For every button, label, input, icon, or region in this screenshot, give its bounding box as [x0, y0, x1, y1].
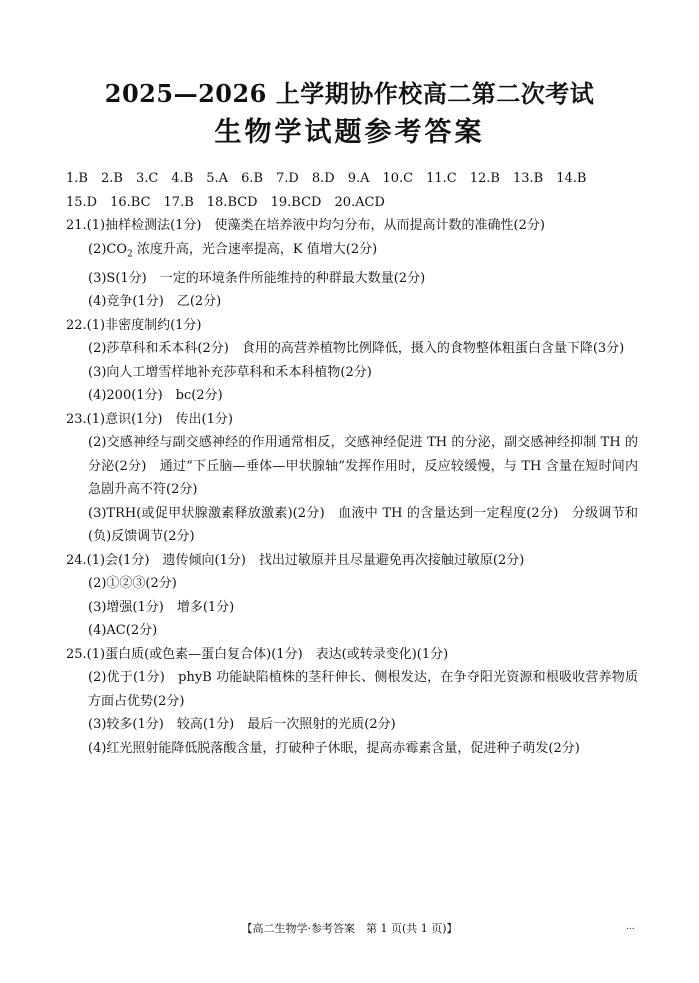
- mc-answer: 16.BC: [110, 194, 151, 210]
- q22-part3: (3)向人工增雪样地补充莎草科和禾本科植物(2分): [88, 364, 372, 380]
- mc-answer: 8.D: [311, 171, 335, 186]
- mc-answer: 6.B: [241, 171, 264, 186]
- mc-answer: 5.A: [206, 171, 229, 186]
- q25-part2: (2)优于(1分) phyB 功能缺陷植株的茎秆伸长、侧根发达，在争夺阳光资源和根吸收营养物质方面占优势(2分): [88, 670, 638, 709]
- q25-part1: 25.(1)蛋白质(或色素—蛋白复合体)(1分) 表达(或转录变化)(1分): [66, 646, 449, 662]
- q25-part3: (3)较多(1分) 较高(1分) 最后一次照射的光质(2分): [88, 717, 396, 733]
- mc-answer: 13.B: [512, 171, 544, 186]
- q24-part1: 24.(1)会(1分) 遗传倾向(1分) 找出过敏原并且尽量避免再次接触过敏原(2分): [66, 552, 525, 568]
- answer-key-title: 生物学试题参考答案: [214, 117, 485, 148]
- mc-answer: 17.B: [163, 194, 194, 210]
- mc-answer: 14.B: [556, 171, 587, 186]
- mc-answer: 2.B: [100, 171, 123, 186]
- q22-part2: (2)莎草科和禾本科(2分) 食用的高营养植物比例降低，摄入的食物整体粗蛋白含量下降(3分): [88, 341, 625, 357]
- q25-part4: (4)红光照射能降低脱落酸含量，打破种子休眠，提高赤霉素含量，促进种子萌发(2分): [88, 740, 580, 756]
- q21-part3: (3)S(1分) 一定的环境条件所能维持的种群最大数量(2分): [88, 270, 426, 286]
- mc-answer: 7.D: [276, 171, 299, 186]
- question-23: [66, 408, 638, 549]
- q23-part3: (3)TRH(或促甲状腺激素释放激素)(2分) 血液中 TH 的含量达到一定程度(2分) 分级调节和(负)反馈调节(2分): [88, 505, 638, 545]
- mc-answer: 12.B: [469, 171, 500, 186]
- question-24: [66, 549, 638, 643]
- mc-answer: 18.BCD: [206, 194, 258, 210]
- mc-answer: 9.A: [347, 171, 370, 186]
- mc-answer: 20.ACD: [334, 194, 385, 210]
- q23-part2: (2)交感神经与副交感神经的作用通常相反，交感神经促进 TH 的分泌，副交感神经抑制 TH 的分泌(2分) 通过“下丘脑—垂体—甲状腺轴”发挥作用时，反应较缓慢，与 TH 含量在短时间内急剧升高不符(2分): [88, 435, 638, 498]
- mc-answer: 19.BCD: [270, 194, 322, 210]
- q22-part4: (4)200(1分) bc(2分): [88, 388, 223, 404]
- question-25: [66, 643, 638, 761]
- page-footer: 【高二生物学·参考答案 第 1 页(共 1 页)】: [241, 922, 458, 935]
- mc-answer: 15.D: [66, 194, 98, 210]
- exam-title: 2025—2026 上学期协作校高二第二次考试: [104, 79, 595, 108]
- mc-answer: 4.B: [171, 171, 194, 186]
- q24-part4: (4)AC(2分): [88, 623, 158, 639]
- q21-part2: $(2)CO_2$ 浓度升高，光合速率提高，K 值增大(2分): [88, 241, 378, 260]
- q24-part2: (2)①②③(2分): [88, 576, 177, 592]
- mc-answer: 11.C: [426, 171, 457, 186]
- mc-answers-row-1: [66, 167, 638, 191]
- question-22: [66, 314, 638, 408]
- q23-part1: 23.(1)意识(1分) 传出(1分): [66, 411, 233, 427]
- mc-answer: 1.B: [66, 171, 88, 186]
- answer-content: [66, 167, 638, 760]
- q22-part1: 22.(1)非密度制约(1分): [66, 317, 202, 333]
- mc-answer: 3.C: [135, 171, 159, 186]
- q21-part4: (4)竞争(1分) 乙(2分): [88, 294, 222, 310]
- q24-part3: (3)增强(1分) 增多(1分): [88, 599, 235, 615]
- footer-mark: ...: [626, 922, 635, 932]
- mc-answers-row-2: [66, 191, 638, 215]
- mc-answer: 10.C: [382, 171, 414, 186]
- q21-part1: 21.(1)抽样检测法(1分) 使藻类在培养液中均匀分布，从而提高计数的准确性(2分): [66, 218, 545, 233]
- question-21: [66, 214, 638, 314]
